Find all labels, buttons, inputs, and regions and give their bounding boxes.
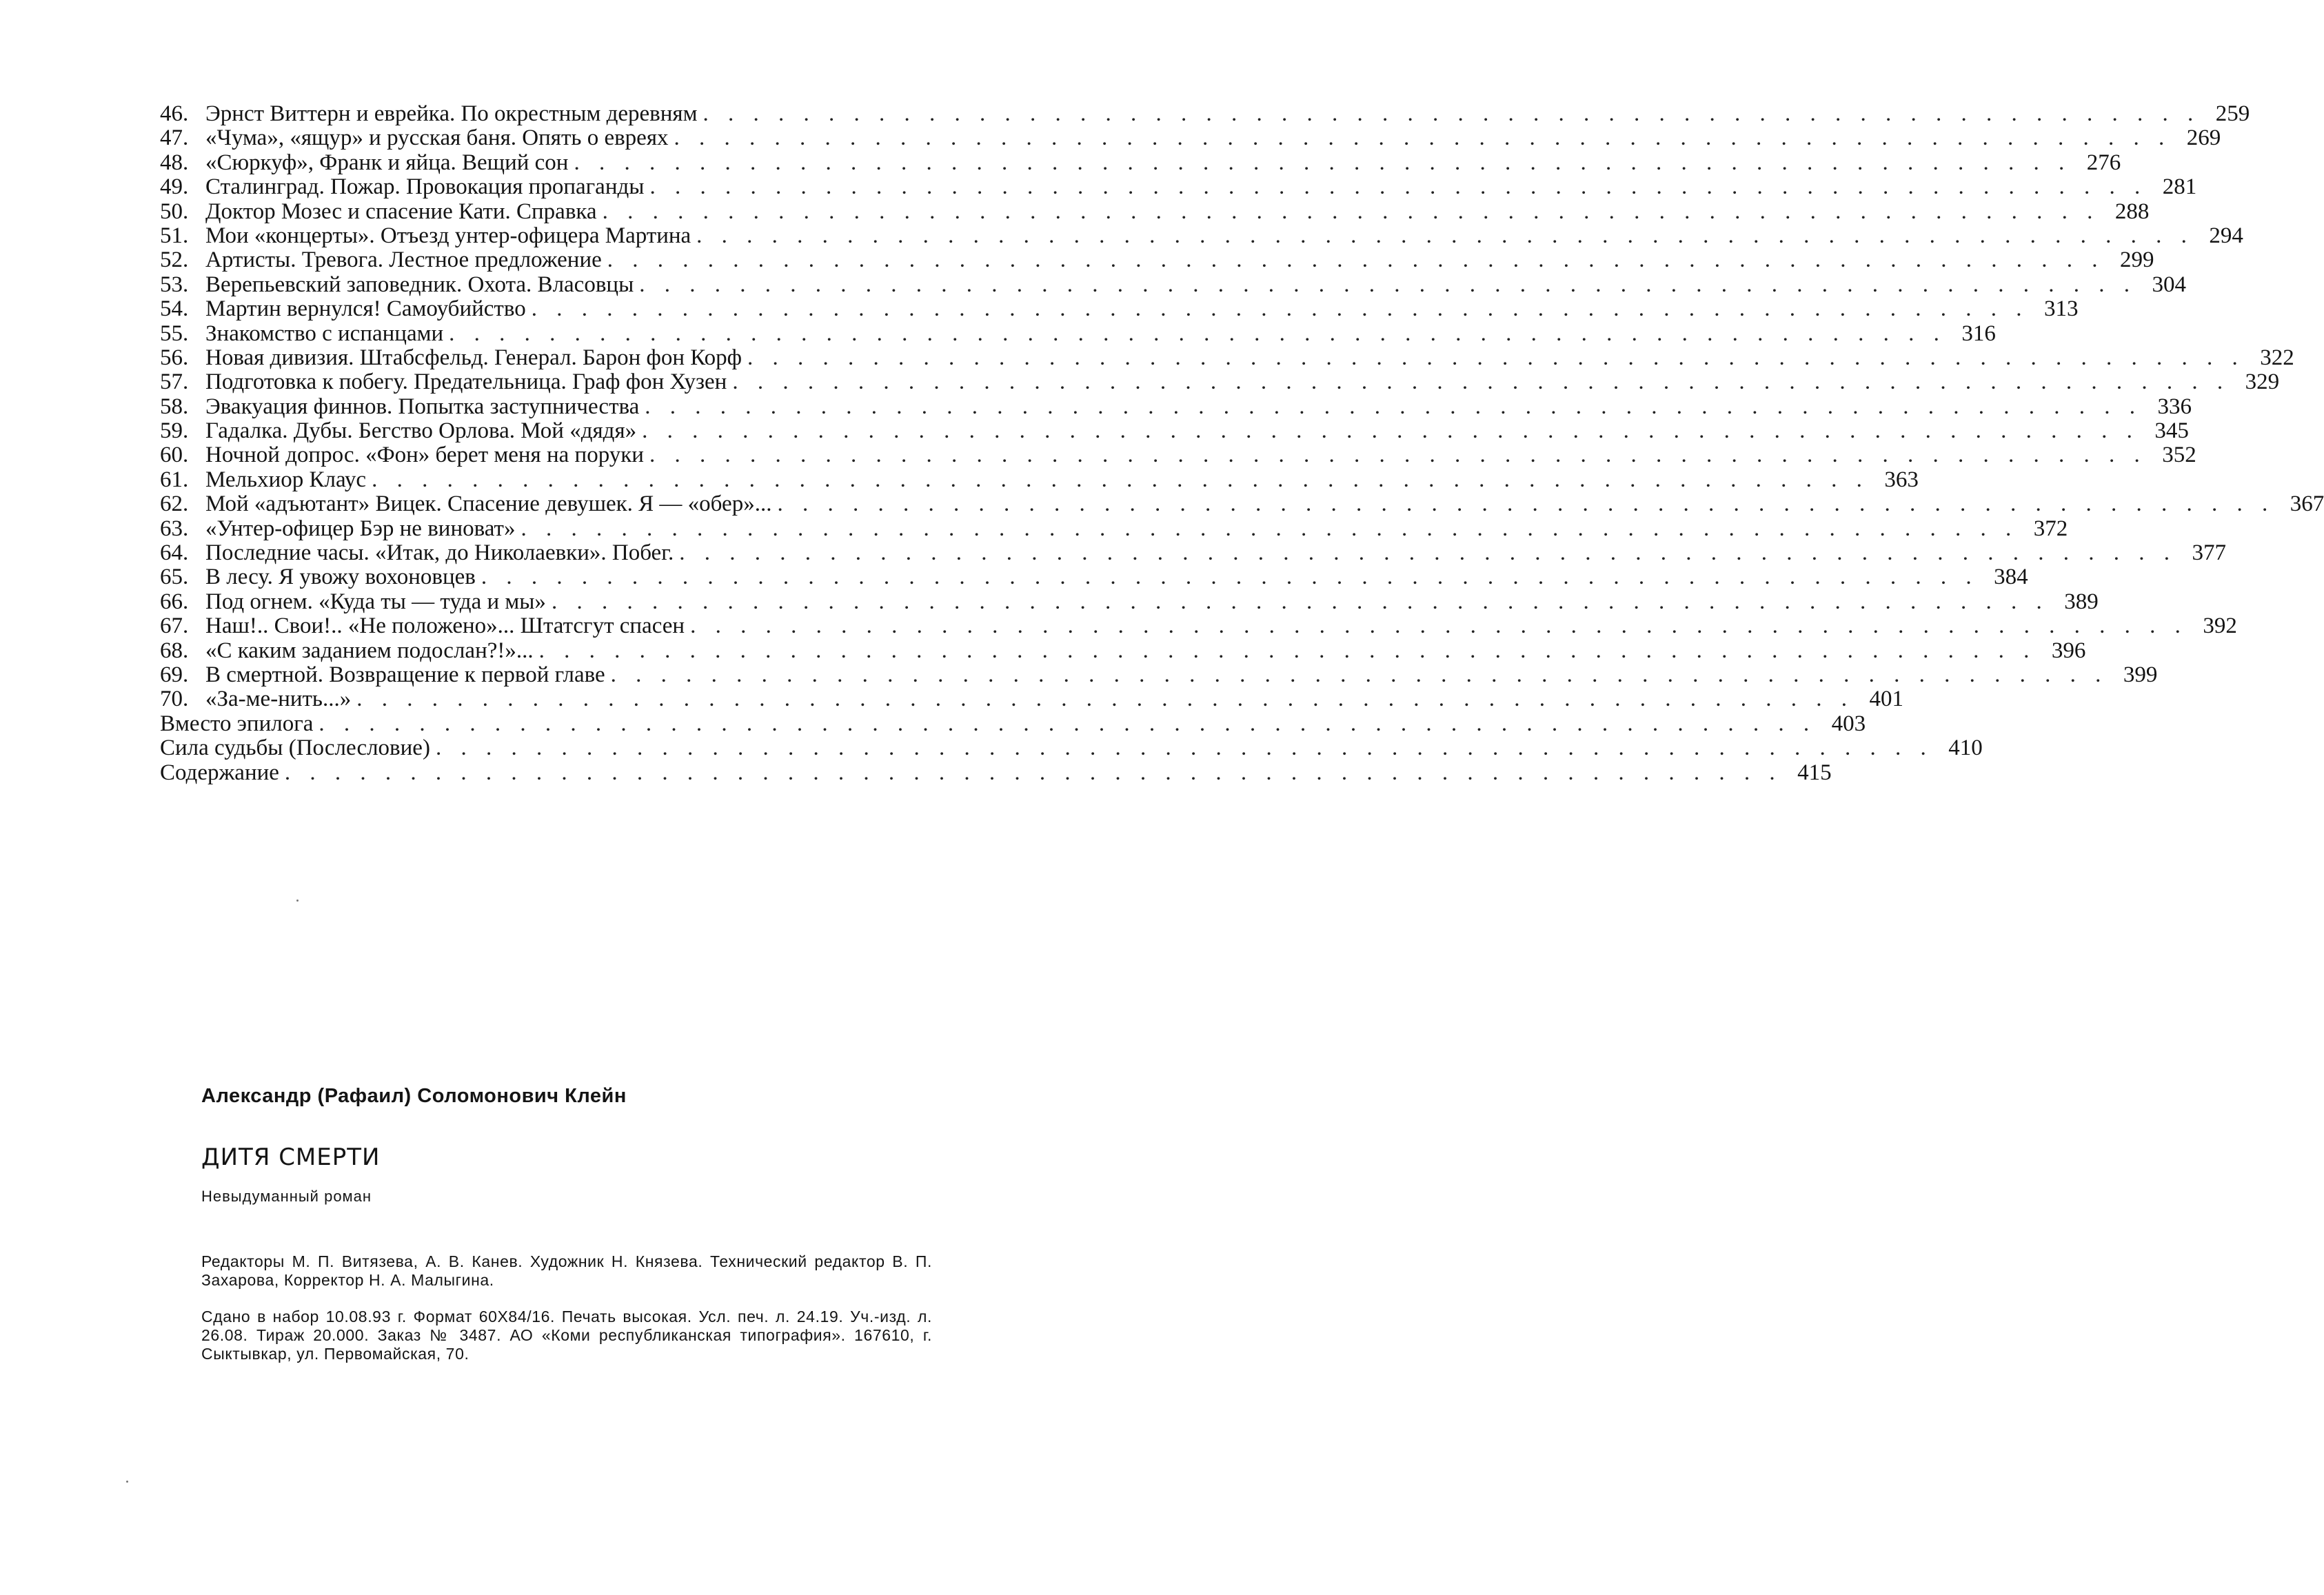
toc-page-number: 403 bbox=[1831, 711, 1866, 736]
toc-entry bbox=[160, 101, 2250, 126]
toc-chapter-title: Новая дивизия. Штабсфельд. Генерал. Барон фон Корф bbox=[205, 345, 742, 370]
toc-page-number: 401 bbox=[1869, 687, 1903, 712]
toc-chapter-title: Последние часы. «Итак, до Николаевки». Побег. bbox=[205, 540, 674, 566]
toc-entry bbox=[160, 125, 2221, 151]
toc-entry bbox=[160, 760, 1832, 785]
toc-page-number: 259 bbox=[2215, 101, 2250, 126]
toc-dot-leader bbox=[526, 297, 2029, 321]
toc-dot-leader bbox=[644, 443, 2147, 467]
toc-chapter-title: Мой «адъютант» Вицек. Спасение девушек. Я — «обер»... bbox=[205, 491, 772, 517]
toc-chapter-number: 64. bbox=[160, 540, 189, 566]
toc-chapter-title: Ночной допрос. «Фон» берет меня на поруки bbox=[205, 443, 644, 468]
toc-entry bbox=[160, 321, 1996, 346]
toc-entry bbox=[160, 565, 2028, 590]
toc-chapter-title: «С каким заданием подослан?!»... bbox=[205, 638, 534, 663]
toc-entry bbox=[160, 150, 2121, 175]
toc-page-number: 288 bbox=[2114, 199, 2150, 224]
toc-page-number: 384 bbox=[1994, 565, 2028, 590]
toc-page-number: 294 bbox=[2209, 223, 2243, 248]
toc-page-number: 352 bbox=[2162, 443, 2196, 468]
toc-dot-leader bbox=[605, 663, 2108, 687]
toc-entry bbox=[160, 394, 2192, 419]
toc-chapter-title: Подготовка к побегу. Предательница. Граф фон Хузен bbox=[205, 369, 727, 395]
toc-dot-leader bbox=[697, 102, 2200, 126]
toc-chapter-title: Доктор Мозес и спасение Кати. Справка bbox=[205, 199, 597, 224]
toc-chapter-title: В лесу. Я увожу вохоновцев bbox=[205, 565, 476, 590]
toc-chapter-title: Мельхиор Клаус bbox=[205, 467, 367, 492]
toc-dot-leader bbox=[771, 492, 2274, 516]
toc-chapter-number: 68. bbox=[160, 638, 189, 663]
toc-dot-leader bbox=[568, 151, 2071, 175]
toc-chapter-title: Мартин вернулся! Самоубийство bbox=[205, 296, 526, 322]
toc-entry bbox=[160, 662, 2158, 687]
toc-chapter-title: «За-ме-нить...» bbox=[205, 687, 352, 712]
author-name: Александр (Рафаил) Соломонович Клейн bbox=[201, 1085, 627, 1107]
toc-page-number: 399 bbox=[2123, 662, 2158, 687]
toc-chapter-number: 57. bbox=[160, 369, 189, 395]
toc-dot-leader bbox=[669, 126, 2172, 150]
toc-chapter-title: Под огнем. «Куда ты — туда и мы» bbox=[205, 589, 546, 614]
toc-entry bbox=[160, 735, 1983, 761]
toc-dot-leader bbox=[639, 395, 2142, 419]
toc-dot-leader bbox=[313, 712, 1816, 736]
imprint-block bbox=[201, 1085, 960, 1363]
toc-dot-leader bbox=[691, 224, 2194, 248]
toc-chapter-number: 55. bbox=[160, 321, 189, 346]
toc-chapter-title: «Чума», «ящур» и русская баня. Опять о евреях bbox=[205, 125, 669, 151]
toc-page-number: 367 bbox=[2290, 491, 2324, 517]
toc-entry bbox=[160, 638, 2086, 663]
toc-page-number: 304 bbox=[2152, 272, 2186, 297]
toc-dot-leader bbox=[279, 761, 1782, 785]
toc-entry bbox=[160, 687, 1903, 712]
toc-dot-leader bbox=[674, 541, 2176, 565]
toc-chapter-number: 54. bbox=[160, 296, 189, 322]
toc-page-number: 313 bbox=[2043, 296, 2079, 322]
toc-chapter-title: Содержание bbox=[160, 760, 279, 785]
toc-entry bbox=[160, 199, 2150, 224]
book-subtitle: Невыдуманный роман bbox=[201, 1188, 372, 1205]
toc-page-number: 276 bbox=[2086, 150, 2121, 175]
toc-dot-leader bbox=[634, 273, 2136, 297]
editorial-credits: Редакторы М. П. Витязева, А. В. Канев. Художник Н. Князева. Технический редактор В. П. Захарова, Корректор Н. А. Малыгина. bbox=[201, 1252, 932, 1289]
book-title: ДИТЯ СМЕРТИ bbox=[201, 1144, 381, 1171]
toc-entry bbox=[160, 247, 2154, 273]
toc-chapter-number: 60. bbox=[160, 443, 189, 468]
toc-page-number: 396 bbox=[2051, 638, 2086, 663]
toc-dot-leader bbox=[636, 419, 2139, 443]
toc-chapter-title: Эвакуация финнов. Попытка заступничества bbox=[205, 394, 640, 419]
print-info: Сдано в набор 10.08.93 г. Формат 60Х84/16. Печать высокая. Усл. печ. л. 24.19. Уч.-изд. л. 26.08. Тираж 20.000. Заказ № 3487. АО «Коми республиканская типография». 167610, г. Сыктывкар, ул. Первомайская, 70. bbox=[201, 1308, 932, 1363]
toc-dot-leader bbox=[602, 248, 2105, 272]
toc-chapter-title: Мои «концерты». Отъезд унтер-офицера Мартина bbox=[205, 223, 691, 248]
toc-page-number: 316 bbox=[1961, 321, 1996, 346]
toc-entry bbox=[160, 345, 2294, 370]
toc-page-number: 329 bbox=[2245, 369, 2280, 395]
toc-chapter-number: 49. bbox=[160, 174, 189, 200]
toc-page-number: 392 bbox=[2203, 613, 2237, 639]
toc-chapter-number: 58. bbox=[160, 394, 189, 419]
toc-chapter-number: 53. bbox=[160, 272, 189, 297]
toc-chapter-number: 62. bbox=[160, 491, 189, 517]
toc-page-number: 377 bbox=[2192, 540, 2227, 566]
toc-chapter-title: Гадалка. Дубы. Бегство Орлова. Мой «дядя» bbox=[205, 418, 637, 444]
toc-chapter-number: 63. bbox=[160, 516, 189, 541]
toc-chapter-title: Артисты. Тревога. Лестное предложение bbox=[205, 247, 602, 273]
toc-page-number: 363 bbox=[1884, 467, 1919, 492]
toc-chapter-number: 56. bbox=[160, 345, 189, 370]
toc-page-number: 372 bbox=[2033, 516, 2068, 541]
toc-chapter-number: 46. bbox=[160, 101, 189, 126]
toc-dot-leader bbox=[351, 687, 1854, 711]
toc-chapter-number: 51. bbox=[160, 223, 189, 248]
toc-chapter-number: 48. bbox=[160, 150, 189, 175]
toc-page-number: 410 bbox=[1948, 735, 1983, 761]
toc-chapter-number: 67. bbox=[160, 613, 189, 639]
toc-page-number: 322 bbox=[2260, 345, 2294, 370]
toc-dot-leader bbox=[443, 322, 1946, 346]
toc-chapter-title: Вместо эпилога bbox=[160, 711, 314, 736]
toc-entry bbox=[160, 491, 2324, 517]
toc-dot-leader bbox=[685, 614, 2187, 638]
toc-dot-leader bbox=[644, 175, 2147, 199]
toc-page-number: 345 bbox=[2154, 418, 2189, 444]
toc-entry bbox=[160, 613, 2237, 639]
toc-chapter-number: 50. bbox=[160, 199, 189, 224]
toc-chapter-number: 70. bbox=[160, 687, 189, 712]
toc-chapter-number: 52. bbox=[160, 247, 189, 273]
print-speck bbox=[126, 1481, 128, 1483]
toc-chapter-title: Сила судьбы (Послесловие) bbox=[160, 735, 430, 761]
print-speck bbox=[296, 900, 299, 902]
toc-chapter-title: Наш!.. Свои!.. «Не положено»... Штатсгут спасен bbox=[205, 613, 685, 639]
toc-entry bbox=[160, 443, 2196, 468]
toc-dot-leader bbox=[515, 517, 2018, 541]
toc-page-number: 269 bbox=[2186, 125, 2221, 151]
toc-page-number: 336 bbox=[2157, 394, 2192, 419]
toc-entry bbox=[160, 418, 2189, 444]
toc-page-number: 389 bbox=[2064, 589, 2099, 614]
toc-chapter-number: 61. bbox=[160, 467, 189, 492]
toc-entry bbox=[160, 369, 2280, 395]
toc-dot-leader bbox=[546, 590, 2049, 614]
toc-page-number: 415 bbox=[1797, 760, 1832, 785]
toc-entry bbox=[160, 272, 2186, 297]
toc-chapter-number: 59. bbox=[160, 418, 189, 444]
toc-chapter-title: В смертной. Возвращение к первой главе bbox=[205, 662, 605, 687]
toc-dot-leader bbox=[366, 468, 1869, 492]
toc-entry bbox=[160, 589, 2099, 614]
toc-chapter-title: Сталинград. Пожар. Провокация пропаганды bbox=[205, 174, 645, 200]
table-of-contents bbox=[160, 101, 2324, 785]
toc-chapter-number: 66. bbox=[160, 589, 189, 614]
toc-chapter-title: «Сюркуф», Франк и яйца. Вещий сон bbox=[205, 150, 569, 175]
toc-dot-leader bbox=[534, 639, 2037, 663]
toc-chapter-number: 65. bbox=[160, 565, 189, 590]
toc-page-number: 281 bbox=[2162, 174, 2197, 200]
toc-chapter-number: 69. bbox=[160, 662, 189, 687]
toc-entry bbox=[160, 223, 2243, 248]
toc-page-number: 299 bbox=[2120, 247, 2154, 273]
toc-entry bbox=[160, 174, 2197, 200]
toc-entry bbox=[160, 540, 2227, 566]
toc-entry bbox=[160, 516, 2068, 541]
toc-chapter-title: «Унтер-офицер Бэр не виноват» bbox=[205, 516, 516, 541]
toc-chapter-number: 47. bbox=[160, 125, 189, 151]
toc-entry bbox=[160, 711, 1866, 736]
toc-dot-leader bbox=[476, 565, 1979, 589]
toc-dot-leader bbox=[430, 736, 1933, 760]
toc-dot-leader bbox=[597, 200, 2100, 224]
toc-chapter-title: Верепьевский заповедник. Охота. Власовцы bbox=[205, 272, 634, 297]
toc-dot-leader bbox=[742, 346, 2245, 370]
toc-dot-leader bbox=[727, 370, 2230, 394]
toc-chapter-title: Знакомство с испанцами bbox=[205, 321, 444, 346]
toc-entry bbox=[160, 296, 2079, 322]
toc-chapter-title: Эрнст Виттерн и еврейка. По окрестным деревням bbox=[205, 101, 698, 126]
toc-entry bbox=[160, 467, 1919, 492]
